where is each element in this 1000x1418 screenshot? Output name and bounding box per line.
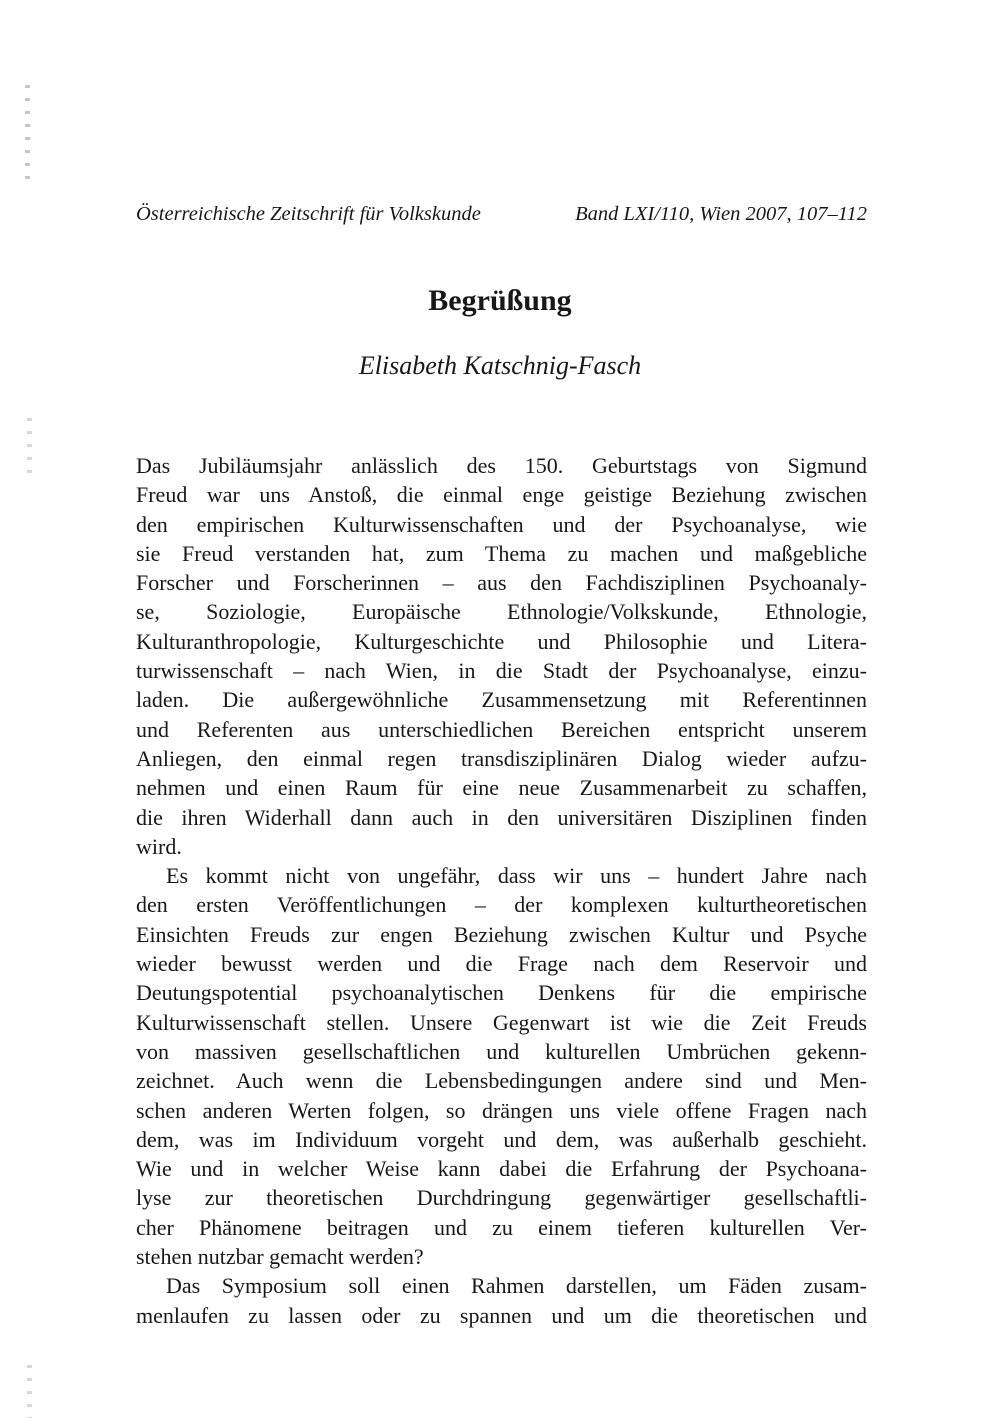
text-line: Kulturanthropologie, Kulturgeschichte und Philosophie und Litera- — [136, 628, 867, 654]
journal-title: Österreichische Zeitschrift für Volkskunde — [136, 203, 481, 225]
journal-issue-info: Band LXI/110, Wien 2007, 107–112 — [575, 203, 867, 225]
text-line: dem, was im Individuum vorgeht und dem, was außerhalb geschieht. — [136, 1126, 867, 1152]
article-body — [136, 451, 867, 1330]
text-line: den ersten Veröffentlichungen – der komplexen kulturtheoretischen — [136, 892, 867, 918]
article-title: Begrüßung — [428, 284, 572, 317]
text-line: Deutungspotential psychoanalytischen Denkens für die empirische — [136, 980, 867, 1006]
text-line: lyse zur theoretischen Durchdringung gegenwärtiger gesellschaftli- — [136, 1185, 867, 1211]
text-line: Das Jubiläumsjahr anlässlich des 150. Geburtstags von Sigmund — [136, 453, 867, 478]
text-line: laden. Die außergewöhnliche Zusammensetzung mit Referentinnen — [136, 687, 867, 713]
text-line: von massiven gesellschaftlichen und kulturellen Umbrüchen gekenn- — [136, 1038, 867, 1064]
journal-header — [136, 202, 867, 228]
scan-artifact-top-left — [25, 85, 30, 180]
paragraph — [136, 1271, 867, 1330]
text-line: Forscher und Forscherinnen – aus den Fachdisziplinen Psychoanaly- — [136, 570, 867, 596]
text-line: Anliegen, den einmal regen transdisziplinären Dialog wieder aufzu- — [136, 745, 867, 771]
text-line: cher Phänomene beitragen und zu einem tieferen kulturellen Ver- — [136, 1214, 867, 1240]
text-line: stehen nutzbar gemacht werden? — [136, 1244, 424, 1270]
text-line: schen anderen Werten folgen, so drängen uns viele offene Fragen nach — [136, 1097, 867, 1123]
text-line: sie Freud verstanden hat, zum Thema zu machen und maßgebliche — [136, 540, 867, 566]
text-line: se, Soziologie, Europäische Ethnologie/Volkskunde, Ethnologie, — [136, 599, 867, 625]
text-line: die ihren Widerhall dann auch in den universitären Disziplinen finden — [136, 804, 867, 830]
scan-artifact-mid-left — [27, 418, 32, 478]
text-line: und Referenten aus unterschiedlichen Bereichen entspricht unserem — [136, 716, 867, 742]
text-line: zeichnet. Auch wenn die Lebensbedingungen andere sind und Men- — [136, 1068, 867, 1094]
text-line: nehmen und einen Raum für eine neue Zusammenarbeit zu schaffen, — [136, 775, 867, 801]
text-line: turwissenschaft – nach Wien, in die Stadt der Psychoanalyse, einzu- — [136, 658, 867, 684]
text-line: den empirischen Kulturwissenschaften und der Psychoanalyse, wie — [136, 511, 867, 537]
text-line: Kulturwissenschaft stellen. Unsere Gegenwart ist wie die Zeit Freuds — [136, 1009, 867, 1035]
text-line: Wie und in welcher Weise kann dabei die Erfahrung der Psychoana- — [136, 1156, 867, 1182]
text-line: Freud war uns Anstoß, die einmal enge geistige Beziehung zwischen — [136, 482, 867, 508]
article-author: Elisabeth Katschnig-Fasch — [358, 351, 642, 380]
text-line: wird. — [136, 833, 182, 859]
text-line: menlaufen zu lassen oder zu spannen und um die theoretischen und — [136, 1302, 867, 1328]
paragraph — [136, 451, 867, 861]
text-line: Einsichten Freuds zur engen Beziehung zwischen Kultur und Psyche — [136, 921, 867, 947]
text-line: Es kommt nicht von ungefähr, dass wir uns – hundert Jahre nach — [166, 863, 867, 889]
scan-artifact-bottom-left — [27, 1365, 32, 1418]
paragraph — [136, 861, 867, 1271]
text-line: wieder bewusst werden und die Frage nach dem Reservoir und — [136, 951, 867, 977]
text-line: Das Symposium soll einen Rahmen darstellen, um Fäden zusam- — [166, 1273, 867, 1299]
